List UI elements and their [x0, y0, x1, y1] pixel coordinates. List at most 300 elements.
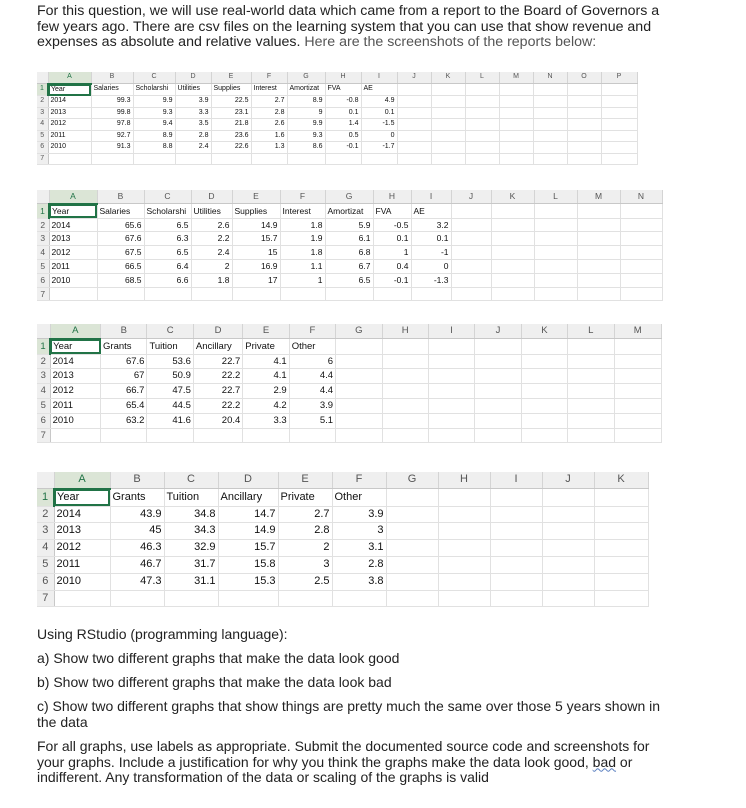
sheet-cell[interactable] [490, 556, 542, 573]
sheet-cell[interactable]: 2 [278, 540, 332, 557]
sheet-cell[interactable]: 23.6 [211, 130, 251, 142]
sheet-cell[interactable] [534, 259, 577, 273]
sheet-cell[interactable] [382, 339, 428, 354]
sheet-cell[interactable]: 1.3 [251, 142, 287, 154]
sheet-cell[interactable] [533, 142, 567, 154]
sheet-cell[interactable] [382, 413, 428, 428]
sheet-cell[interactable]: 2.7 [251, 96, 287, 108]
sheet-cell[interactable] [465, 119, 499, 131]
sheet-cell[interactable] [542, 506, 594, 523]
sheet-cell[interactable] [243, 428, 289, 443]
column-header[interactable]: B [91, 72, 133, 84]
sheet-cell[interactable]: 6 [289, 354, 335, 369]
sheet-cell[interactable]: 22.7 [193, 354, 242, 369]
sheet-cell[interactable]: 22.7 [193, 384, 242, 399]
column-header[interactable]: E [278, 472, 332, 489]
row-header[interactable]: 6 [37, 573, 54, 590]
sheet-cell[interactable] [601, 153, 637, 165]
sheet-cell[interactable]: 2.8 [278, 523, 332, 540]
sheet-cell[interactable]: 0.1 [411, 232, 451, 246]
sheet-cell[interactable] [533, 119, 567, 131]
sheet-cell[interactable] [534, 218, 577, 232]
sheet-cell[interactable]: 91.3 [91, 142, 133, 154]
sheet-cell[interactable]: 99.3 [91, 96, 133, 108]
sheet-cell[interactable]: 1.8 [280, 246, 325, 260]
sheet-cell[interactable]: 92.7 [91, 130, 133, 142]
sheet-cell[interactable]: Supplies [211, 84, 251, 96]
column-header[interactable]: C [164, 472, 218, 489]
sheet-cell[interactable]: 6.5 [325, 273, 373, 287]
sheet-cell[interactable] [534, 246, 577, 260]
sheet-cell[interactable]: 2012 [49, 246, 97, 260]
sheet-cell[interactable]: 5.9 [325, 218, 373, 232]
sheet-cell[interactable] [568, 369, 614, 384]
sheet-cell[interactable] [594, 540, 648, 557]
sheet-cell[interactable]: 2 [191, 259, 232, 273]
column-header[interactable]: A [49, 190, 97, 204]
sheet-cell[interactable] [386, 573, 438, 590]
sheet-cell[interactable]: -0.1 [325, 142, 361, 154]
row-header[interactable]: 7 [37, 590, 54, 607]
column-header[interactable]: J [542, 472, 594, 489]
column-header[interactable]: J [397, 72, 431, 84]
sheet-cell[interactable]: FVA [325, 84, 361, 96]
row-header[interactable]: 4 [37, 540, 54, 557]
column-header[interactable]: H [325, 72, 361, 84]
sheet-cell[interactable]: Scholarshi [144, 204, 191, 218]
sheet-cell[interactable] [278, 590, 332, 607]
sheet-cell[interactable] [397, 153, 431, 165]
sheet-cell[interactable]: 66.5 [97, 259, 144, 273]
row-header[interactable]: 4 [37, 246, 49, 260]
sheet-cell[interactable] [534, 287, 577, 301]
sheet-cell[interactable] [91, 153, 133, 165]
sheet-cell[interactable]: Utilities [191, 204, 232, 218]
sheet-cell[interactable] [542, 573, 594, 590]
sheet-cell[interactable]: 1.6 [251, 130, 287, 142]
sheet-cell[interactable]: 47.5 [147, 384, 193, 399]
sheet-cell[interactable] [438, 590, 490, 607]
sheet-cell[interactable]: 6.6 [144, 273, 191, 287]
row-header[interactable]: 2 [37, 506, 54, 523]
row-header[interactable]: 3 [37, 369, 50, 384]
sheet-cell[interactable]: 3.3 [243, 413, 289, 428]
sheet-cell[interactable] [428, 398, 474, 413]
sheet-cell[interactable] [521, 398, 567, 413]
sheet-cell[interactable]: 3.9 [289, 398, 335, 413]
column-header[interactable]: K [521, 324, 567, 339]
sheet-cell[interactable]: Supplies [232, 204, 280, 218]
sheet-cell[interactable] [601, 119, 637, 131]
row-header[interactable]: 3 [37, 523, 54, 540]
sheet-cell[interactable] [594, 523, 648, 540]
row-header[interactable]: 3 [37, 107, 48, 119]
sheet-cell[interactable] [567, 153, 601, 165]
sheet-cell[interactable]: 9.9 [287, 119, 325, 131]
sheet-cell[interactable] [49, 287, 97, 301]
sheet-cell[interactable] [218, 590, 278, 607]
sheet-cell[interactable] [521, 384, 567, 399]
sheet-cell[interactable] [465, 153, 499, 165]
column-header[interactable]: E [232, 190, 280, 204]
sheet-cell[interactable] [577, 246, 620, 260]
sheet-cell[interactable] [431, 84, 465, 96]
sheet-cell[interactable] [577, 218, 620, 232]
row-header[interactable]: 7 [37, 287, 49, 301]
column-header[interactable]: G [336, 324, 382, 339]
sheet-cell[interactable]: 0.1 [361, 107, 397, 119]
sheet-cell[interactable]: Year [49, 204, 97, 218]
column-header[interactable]: H [382, 324, 428, 339]
sheet-cell[interactable]: 1.8 [280, 218, 325, 232]
sheet-cell[interactable]: 41.6 [147, 413, 193, 428]
sheet-cell[interactable]: 5.1 [289, 413, 335, 428]
sheet-cell[interactable]: 2014 [50, 354, 100, 369]
sheet-cell[interactable] [601, 142, 637, 154]
sheet-cell[interactable]: Other [289, 339, 335, 354]
sheet-cell[interactable] [568, 398, 614, 413]
sheet-cell[interactable] [490, 573, 542, 590]
sheet-cell[interactable]: 2010 [50, 413, 100, 428]
sheet-cell[interactable] [490, 590, 542, 607]
column-header[interactable]: F [280, 190, 325, 204]
column-header[interactable]: A [50, 324, 100, 339]
sheet-cell[interactable] [336, 354, 382, 369]
sheet-cell[interactable]: 2012 [54, 540, 110, 557]
sheet-cell[interactable]: 3.3 [175, 107, 211, 119]
sheet-cell[interactable] [491, 246, 534, 260]
sheet-cell[interactable] [373, 287, 411, 301]
sheet-cell[interactable] [568, 428, 614, 443]
sheet-cell[interactable] [431, 96, 465, 108]
sheet-cell[interactable]: 8.6 [287, 142, 325, 154]
sheet-cell[interactable] [577, 232, 620, 246]
row-header[interactable]: 4 [37, 384, 50, 399]
column-header[interactable]: P [601, 72, 637, 84]
sheet-cell[interactable] [475, 428, 521, 443]
sheet-cell[interactable] [491, 204, 534, 218]
sheet-cell[interactable] [431, 153, 465, 165]
sheet-cell[interactable]: 2014 [49, 218, 97, 232]
sheet-cell[interactable] [620, 204, 662, 218]
sheet-cell[interactable]: 6.5 [144, 218, 191, 232]
sheet-cell[interactable] [620, 232, 662, 246]
sheet-cell[interactable] [542, 540, 594, 557]
sheet-cell[interactable]: 6.5 [144, 246, 191, 260]
sheet-cell[interactable] [533, 130, 567, 142]
sheet-cell[interactable]: Amortizat [287, 84, 325, 96]
column-header[interactable]: H [373, 190, 411, 204]
sheet-cell[interactable] [232, 287, 280, 301]
sheet-cell[interactable]: 15.3 [218, 573, 278, 590]
sheet-cell[interactable]: -0.5 [373, 218, 411, 232]
select-all-corner[interactable] [37, 72, 48, 84]
row-header[interactable]: 1 [37, 204, 49, 218]
sheet-cell[interactable] [451, 273, 491, 287]
sheet-cell[interactable] [594, 506, 648, 523]
sheet-cell[interactable]: 0.5 [325, 130, 361, 142]
row-header[interactable]: 2 [37, 354, 50, 369]
sheet-cell[interactable]: 3.8 [332, 573, 386, 590]
sheet-cell[interactable]: 1.1 [280, 259, 325, 273]
sheet-cell[interactable]: Grants [101, 339, 147, 354]
sheet-cell[interactable]: 4.9 [361, 96, 397, 108]
sheet-cell[interactable] [614, 428, 661, 443]
sheet-cell[interactable] [521, 354, 567, 369]
sheet-cell[interactable] [465, 84, 499, 96]
sheet-cell[interactable] [620, 287, 662, 301]
sheet-cell[interactable]: 67 [101, 369, 147, 384]
sheet-cell[interactable]: 14.7 [218, 506, 278, 523]
sheet-cell[interactable]: 67.6 [101, 354, 147, 369]
sheet-cell[interactable] [567, 130, 601, 142]
sheet-cell[interactable] [499, 142, 533, 154]
sheet-cell[interactable] [490, 506, 542, 523]
sheet-cell[interactable] [428, 369, 474, 384]
sheet-cell[interactable] [386, 489, 438, 506]
sheet-cell[interactable] [382, 384, 428, 399]
sheet-cell[interactable] [475, 398, 521, 413]
column-header[interactable]: C [147, 324, 193, 339]
sheet-cell[interactable]: 3.9 [175, 96, 211, 108]
sheet-cell[interactable] [534, 204, 577, 218]
sheet-cell[interactable]: 22.2 [193, 369, 242, 384]
row-header[interactable]: 7 [37, 153, 48, 165]
sheet-cell[interactable] [533, 84, 567, 96]
row-header[interactable]: 6 [37, 273, 49, 287]
sheet-cell[interactable] [438, 506, 490, 523]
sheet-cell[interactable]: 15.7 [232, 232, 280, 246]
sheet-cell[interactable]: 2.8 [175, 130, 211, 142]
sheet-cell[interactable]: 3.1 [332, 540, 386, 557]
sheet-cell[interactable] [382, 398, 428, 413]
sheet-cell[interactable] [614, 413, 661, 428]
sheet-cell[interactable] [431, 130, 465, 142]
column-header[interactable]: J [475, 324, 521, 339]
column-header[interactable]: N [533, 72, 567, 84]
sheet-cell[interactable]: 97.8 [91, 119, 133, 131]
sheet-cell[interactable]: 15.7 [218, 540, 278, 557]
sheet-cell[interactable]: Ancillary [218, 489, 278, 506]
sheet-cell[interactable]: 2.8 [251, 107, 287, 119]
sheet-cell[interactable] [397, 96, 431, 108]
sheet-cell[interactable]: 2.6 [251, 119, 287, 131]
column-header[interactable]: L [534, 190, 577, 204]
sheet-cell[interactable]: Salaries [91, 84, 133, 96]
column-header[interactable]: E [243, 324, 289, 339]
sheet-cell[interactable]: 6.4 [144, 259, 191, 273]
sheet-cell[interactable]: Other [332, 489, 386, 506]
sheet-cell[interactable] [451, 218, 491, 232]
sheet-cell[interactable] [325, 287, 373, 301]
sheet-cell[interactable]: 6.3 [144, 232, 191, 246]
sheet-cell[interactable]: Interest [280, 204, 325, 218]
column-header[interactable]: D [193, 324, 242, 339]
sheet-cell[interactable]: 4.2 [243, 398, 289, 413]
sheet-cell[interactable] [601, 107, 637, 119]
sheet-cell[interactable] [451, 246, 491, 260]
sheet-cell[interactable] [475, 339, 521, 354]
sheet-cell[interactable] [431, 119, 465, 131]
column-header[interactable]: B [110, 472, 164, 489]
sheet-cell[interactable] [521, 428, 567, 443]
sheet-cell[interactable]: Year [54, 489, 110, 506]
sheet-cell[interactable] [397, 119, 431, 131]
sheet-cell[interactable] [491, 287, 534, 301]
sheet-cell[interactable] [620, 246, 662, 260]
sheet-cell[interactable]: 1 [280, 273, 325, 287]
sheet-cell[interactable] [594, 573, 648, 590]
sheet-cell[interactable] [428, 384, 474, 399]
sheet-cell[interactable]: 2.6 [191, 218, 232, 232]
sheet-cell[interactable]: 16.9 [232, 259, 280, 273]
select-all-corner[interactable] [37, 190, 49, 204]
sheet-cell[interactable] [251, 153, 287, 165]
row-header[interactable]: 5 [37, 398, 50, 413]
sheet-cell[interactable]: 9.3 [133, 107, 175, 119]
column-header[interactable]: K [431, 72, 465, 84]
sheet-cell[interactable] [336, 369, 382, 384]
column-header[interactable]: B [101, 324, 147, 339]
column-header[interactable]: D [175, 72, 211, 84]
sheet-cell[interactable] [475, 384, 521, 399]
sheet-cell[interactable] [287, 153, 325, 165]
sheet-cell[interactable] [614, 339, 661, 354]
column-header[interactable]: I [428, 324, 474, 339]
sheet-cell[interactable]: 3 [278, 556, 332, 573]
sheet-cell[interactable]: 4.1 [243, 369, 289, 384]
sheet-cell[interactable] [147, 428, 193, 443]
sheet-cell[interactable]: 4.4 [289, 369, 335, 384]
sheet-cell[interactable] [325, 153, 361, 165]
sheet-cell[interactable] [491, 218, 534, 232]
sheet-cell[interactable] [193, 428, 242, 443]
sheet-cell[interactable]: 22.5 [211, 96, 251, 108]
sheet-cell[interactable] [451, 232, 491, 246]
row-header[interactable]: 6 [37, 413, 50, 428]
row-header[interactable]: 1 [37, 84, 48, 96]
sheet-cell[interactable] [175, 153, 211, 165]
sheet-cell[interactable]: 32.9 [164, 540, 218, 557]
column-header[interactable]: G [325, 190, 373, 204]
sheet-cell[interactable]: Private [278, 489, 332, 506]
sheet-cell[interactable] [428, 339, 474, 354]
sheet-cell[interactable]: 0.1 [373, 232, 411, 246]
sheet-cell[interactable]: 2.7 [278, 506, 332, 523]
sheet-cell[interactable]: 22.2 [193, 398, 242, 413]
sheet-cell[interactable]: 1.9 [280, 232, 325, 246]
sheet-cell[interactable]: 46.3 [110, 540, 164, 557]
sheet-cell[interactable] [534, 232, 577, 246]
column-header[interactable]: G [287, 72, 325, 84]
sheet-cell[interactable]: 21.8 [211, 119, 251, 131]
sheet-cell[interactable] [451, 287, 491, 301]
sheet-cell[interactable] [568, 384, 614, 399]
sheet-cell[interactable]: 53.6 [147, 354, 193, 369]
sheet-cell[interactable] [475, 413, 521, 428]
sheet-cell[interactable]: 1.4 [325, 119, 361, 131]
sheet-cell[interactable]: 3 [332, 523, 386, 540]
sheet-cell[interactable] [499, 96, 533, 108]
sheet-cell[interactable] [397, 130, 431, 142]
sheet-cell[interactable] [491, 259, 534, 273]
sheet-cell[interactable]: Interest [251, 84, 287, 96]
sheet-cell[interactable]: 20.4 [193, 413, 242, 428]
sheet-cell[interactable]: 2010 [48, 142, 91, 154]
sheet-cell[interactable] [475, 354, 521, 369]
sheet-cell[interactable] [97, 287, 144, 301]
sheet-cell[interactable] [542, 556, 594, 573]
sheet-cell[interactable]: 2013 [50, 369, 100, 384]
sheet-cell[interactable] [533, 153, 567, 165]
sheet-cell[interactable] [438, 573, 490, 590]
row-header[interactable]: 3 [37, 232, 49, 246]
sheet-cell[interactable]: Tuition [164, 489, 218, 506]
sheet-cell[interactable] [490, 540, 542, 557]
sheet-cell[interactable]: AE [361, 84, 397, 96]
sheet-cell[interactable] [451, 259, 491, 273]
sheet-cell[interactable] [594, 556, 648, 573]
sheet-cell[interactable] [336, 398, 382, 413]
row-header[interactable]: 4 [37, 119, 48, 131]
sheet-cell[interactable] [336, 428, 382, 443]
sheet-cell[interactable]: 8.8 [133, 142, 175, 154]
sheet-cell[interactable]: 2011 [54, 556, 110, 573]
sheet-cell[interactable]: 68.5 [97, 273, 144, 287]
sheet-cell[interactable] [411, 287, 451, 301]
sheet-cell[interactable]: Year [48, 84, 91, 96]
column-header[interactable]: C [144, 190, 191, 204]
sheet-cell[interactable]: 15.8 [218, 556, 278, 573]
sheet-cell[interactable] [614, 354, 661, 369]
sheet-cell[interactable]: 3.2 [411, 218, 451, 232]
sheet-cell[interactable] [382, 354, 428, 369]
sheet-cell[interactable] [386, 540, 438, 557]
sheet-cell[interactable] [54, 590, 110, 607]
sheet-cell[interactable]: 1.8 [191, 273, 232, 287]
sheet-cell[interactable]: 0 [361, 130, 397, 142]
sheet-cell[interactable]: 0 [411, 259, 451, 273]
row-header[interactable]: 5 [37, 130, 48, 142]
sheet-cell[interactable]: 8.9 [133, 130, 175, 142]
sheet-cell[interactable]: 6.1 [325, 232, 373, 246]
sheet-cell[interactable]: 0.4 [373, 259, 411, 273]
column-header[interactable]: I [490, 472, 542, 489]
column-header[interactable]: I [411, 190, 451, 204]
sheet-cell[interactable]: 2011 [50, 398, 100, 413]
sheet-cell[interactable] [614, 398, 661, 413]
sheet-cell[interactable] [521, 369, 567, 384]
sheet-cell[interactable]: 2012 [50, 384, 100, 399]
sheet-cell[interactable] [110, 590, 164, 607]
select-all-corner[interactable] [37, 324, 50, 339]
sheet-cell[interactable]: Private [243, 339, 289, 354]
sheet-cell[interactable] [336, 384, 382, 399]
sheet-cell[interactable]: -0.1 [373, 273, 411, 287]
sheet-cell[interactable] [620, 218, 662, 232]
column-header[interactable]: K [491, 190, 534, 204]
sheet-cell[interactable]: -1 [411, 246, 451, 260]
sheet-cell[interactable]: 2.5 [278, 573, 332, 590]
sheet-cell[interactable]: -1.5 [361, 119, 397, 131]
sheet-cell[interactable]: 63.2 [101, 413, 147, 428]
sheet-cell[interactable]: Salaries [97, 204, 144, 218]
row-header[interactable]: 7 [37, 428, 50, 443]
sheet-cell[interactable]: 6.7 [325, 259, 373, 273]
sheet-cell[interactable] [533, 107, 567, 119]
sheet-cell[interactable] [601, 96, 637, 108]
row-header[interactable]: 1 [37, 489, 54, 506]
